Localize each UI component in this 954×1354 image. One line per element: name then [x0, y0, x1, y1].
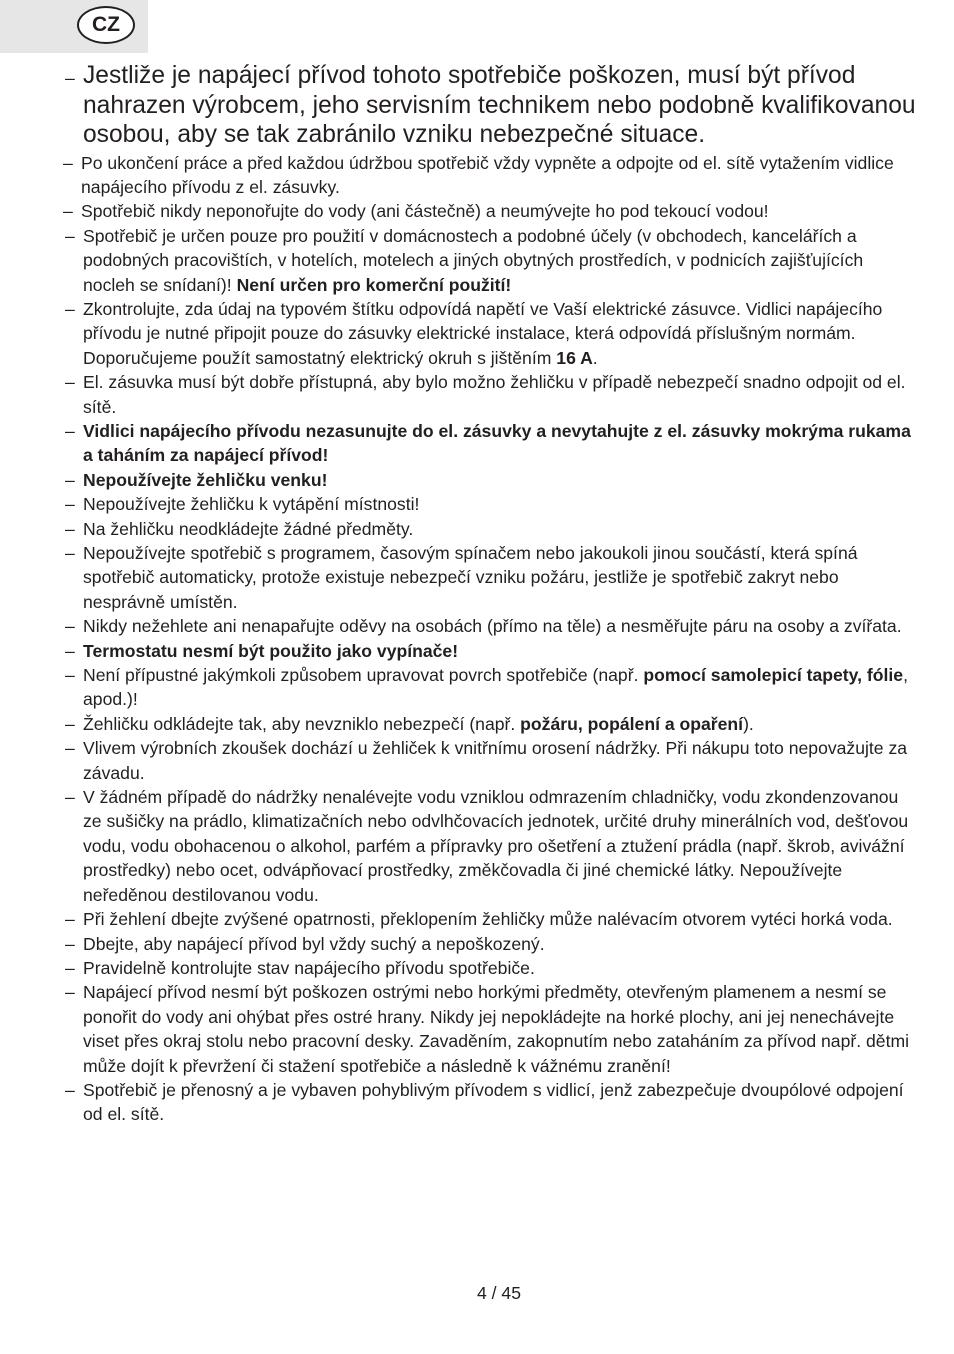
dash-bullet: –	[65, 298, 75, 319]
dash-bullet: –	[65, 225, 75, 246]
item-text: Napájecí přívod nesmí být poškozen ostrými nebo horkými předměty, otevřeným plamenem a nesmí se ponořit do vody ani ohýbat přes ostré hrany. Nikdy jej nepokládejte na horké plochy, ani jej nenechávejte viset přes okraj stolu nebo pracovní desky. Zavaděním, zakopnutím nebo zataháním za přívod např. dětmi může dojít k převržení či stažení spotřebiče a následně k vážnému zranění!	[83, 982, 910, 1076]
dash-bullet: –	[65, 543, 75, 563]
dash-bullet: –	[65, 1079, 75, 1100]
item-text: Žehličku odkládejte tak, aby nevzniklo nebezpečí (např.	[83, 713, 521, 734]
item-text: Dbejte, aby napájecí přívod byl vždy suchý a nepoškozený.	[83, 933, 545, 954]
list-item	[62, 639, 917, 663]
safety-instructions-list	[62, 61, 917, 1127]
dash-bullet: –	[65, 738, 75, 759]
list-item	[62, 151, 917, 200]
item-bold-text: požáru, popálení a opaření	[520, 713, 744, 734]
list-item	[62, 541, 917, 614]
item-bold-text: Nepoužívejte žehličku venku!	[83, 469, 328, 490]
list-item	[62, 956, 917, 980]
item-text: Na žehličku neodkládejte žádné předměty.	[83, 518, 414, 539]
list-item	[62, 199, 917, 223]
list-item	[62, 1078, 917, 1127]
dash-bullet: –	[65, 787, 75, 808]
item-text: Nepoužívejte žehličku k vytápění místnosti!	[83, 494, 420, 515]
item-text: Spotřebič je přenosný a je vybaven pohyblivým přívodem s vidlicí, jenž zabezpečuje dvoupólové odpojení od el. sítě.	[83, 1079, 904, 1125]
dash-bullet: –	[65, 957, 75, 978]
list-item	[62, 468, 917, 492]
dash-bullet: –	[65, 372, 75, 393]
dash-bullet: –	[65, 469, 75, 490]
item-bold-text: 16 A	[556, 347, 593, 368]
item-text: Není přípustné jakýmkoli způsobem upravovat povrch spotřebiče (např.	[83, 665, 644, 686]
item-text: V žádném případě do nádržky nenalévejte vodu vzniklou odmrazením chladničky, vodu zkondenzovanou ze sušičky na prádlo, klimatizačních nebo odvlhčovacích jednotek, určité druhy minerálních vod, dešťovou vodu, vodu obohacenou o alkohol, parfém a přípravky pro ošetření a ztužení prádla (např. škrob, avivážní prostředky) nebo ocet, odvápňovací prostředky, změkčovadla či jiné chemické látky. Nepoužívejte neředěnou destilovanou vodu.	[83, 787, 909, 905]
list-item	[62, 736, 917, 785]
item-text: Jestliže je napájecí přívod tohoto spotřebiče poškozen, musí být přívod nahrazen výrobcem, jeho servisním technikem nebo podobně kvalifikovanou osobou, aby se tak zabránilo vzniku nebezpečné situace.	[83, 62, 916, 148]
dash-bullet: –	[65, 640, 75, 661]
list-item	[62, 785, 917, 907]
list-item	[62, 297, 917, 370]
item-text-after: , apod.)!	[83, 665, 908, 710]
item-text: Při žehlení dbejte zvýšené opatrnosti, překlopením žehličky může nalévacím otvorem vytéci horká voda.	[83, 909, 893, 930]
item-bold-text: pomocí samolepicí tapety, fólie	[643, 665, 904, 686]
list-item	[62, 517, 917, 541]
dash-bullet: –	[65, 616, 75, 637]
dash-bullet: –	[63, 152, 73, 173]
item-bold-text: Není určen pro komerční použití!	[236, 274, 512, 295]
dash-bullet: –	[65, 494, 75, 515]
dash-bullet: –	[65, 909, 75, 930]
list-item	[62, 492, 917, 516]
item-text: Nepoužívejte spotřebič s programem, časovým spínačem nebo jakoukoli jinou součástí, která spíná spotřebič automaticky, protože existuje nebezpečí vzniku požáru, jestliže je spotřebič zakryt nebo nesprávně umístěn.	[83, 543, 858, 612]
item-text: Vlivem výrobních zkoušek dochází u žehliček k vnitřnímu orosení nádržky. Při nákupu toto nepovažujte za závadu.	[83, 738, 908, 783]
dash-bullet: –	[63, 201, 73, 222]
dash-bullet: –	[65, 518, 75, 539]
item-text: Nikdy nežehlete ani nenapařujte oděvy na osobách (přímo na těle) a nesměřujte páru na osoby a zvířata.	[83, 616, 902, 637]
item-text-after: .	[592, 347, 598, 368]
item-bold-text: Termostatu nesmí být použito jako vypínače!	[83, 640, 459, 661]
list-item	[62, 224, 917, 297]
item-text: Pravidelně kontrolujte stav napájecího přívodu spotřebiče.	[83, 957, 535, 978]
item-text: Zkontrolujte, zda údaj na typovém štítku odpovídá napětí ve Vaší elektrické zásuvce. Vidlici napájecího přívodu je nutné připojit pouze do zásuvky elektrické instalace, která odpovídá příslušným normám. Doporučujeme použít samostatný elektrický okruh s jištěním	[83, 298, 883, 368]
page-number: 4 / 45	[476, 1283, 522, 1303]
list-item	[62, 907, 917, 931]
list-item	[62, 370, 917, 419]
list-item	[62, 614, 917, 638]
item-bold-text: Vidlici napájecího přívodu nezasunujte do el. zásuvky a nevytahujte z el. zásuvky mokrýma rukama a taháním za napájecí přívod!	[83, 420, 911, 466]
dash-bullet: –	[65, 982, 75, 1003]
list-item	[62, 712, 917, 736]
dash-bullet: –	[65, 713, 75, 734]
item-text: Spotřebič je určen pouze pro použití v domácnostech a podobné účely (v obchodech, kancelářích a podobných pracovištích, v hotelích, motelech a jiných obytných prostředích, v podnicích zajišťujících nocleh se snídaní)!	[83, 225, 864, 295]
list-item	[62, 932, 917, 956]
item-text: Po ukončení práce a před každou údržbou spotřebič vždy vypněte a odpojte od el. sítě vytažením vidlice napájecího přívodu z el. zásuvky.	[81, 152, 894, 197]
list-item	[62, 980, 917, 1078]
item-text: El. zásuvka musí být dobře přístupná, aby bylo možno žehličku v případě nebezpečí snadno odpojit od el. sítě.	[83, 372, 906, 417]
item-text-after: ).	[743, 713, 754, 734]
dash-bullet: –	[65, 665, 75, 686]
list-item	[62, 61, 917, 150]
language-tab	[0, 0, 148, 53]
list-item	[62, 419, 917, 468]
dash-bullet: –	[65, 420, 75, 441]
dash-bullet: –	[65, 68, 75, 88]
item-text: Spotřebič nikdy neponořujte do vody (ani částečně) a neumývejte ho pod tekoucí vodou!	[81, 201, 769, 222]
dash-bullet: –	[65, 933, 75, 954]
language-badge: CZ	[77, 6, 135, 44]
list-item	[62, 663, 917, 712]
